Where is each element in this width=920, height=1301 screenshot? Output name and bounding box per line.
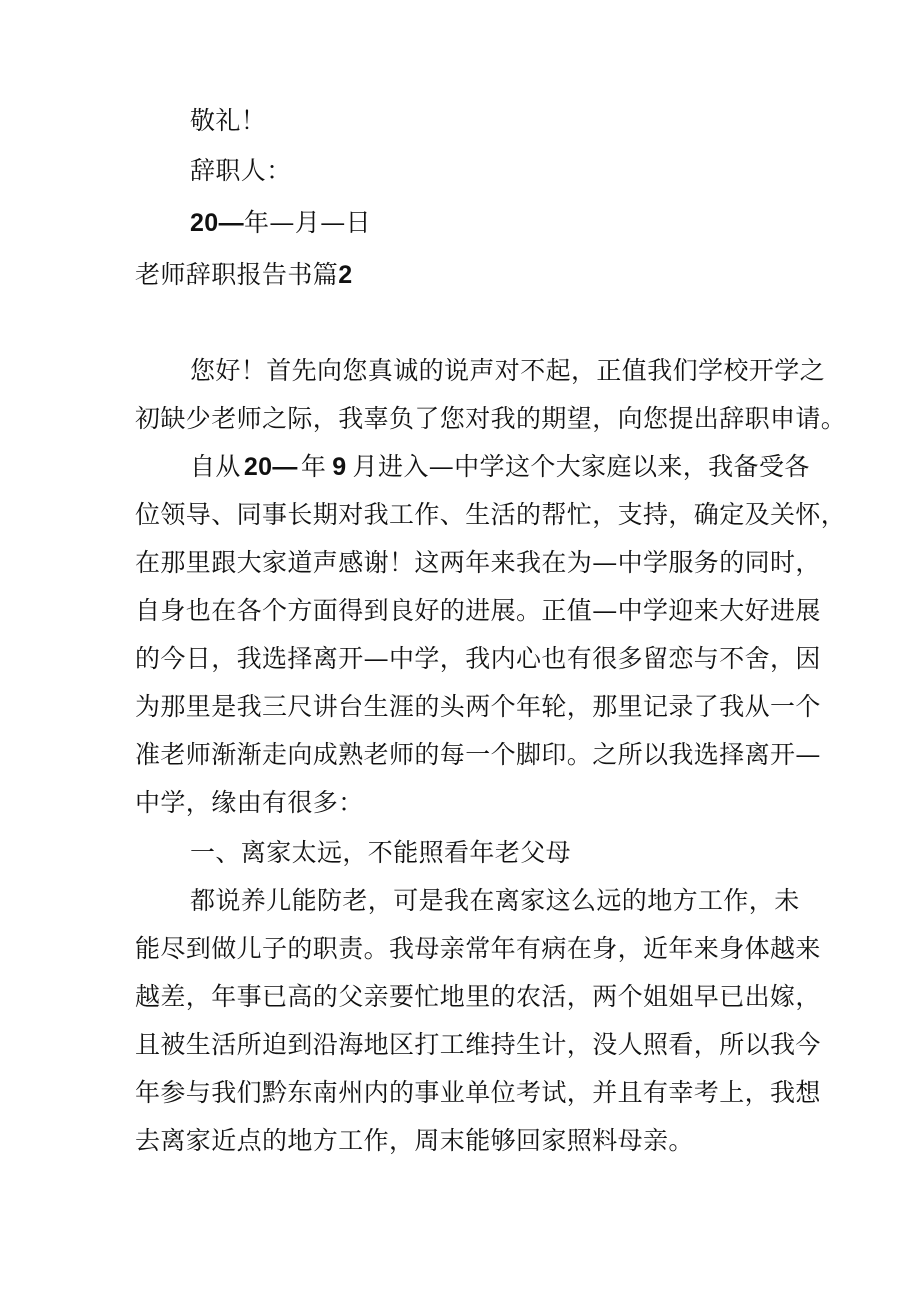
paragraph-line: 准老师渐渐走向成熟老师的每一个脚印。之所以我选择离开— [135,740,821,769]
section-heading: 一、离家太远，不能照看年老父母 [190,838,572,867]
paragraph-line: 您好！首先向您真诚的说声对不起，正值我们学校开学之 [190,356,826,385]
section-title-number: 2 [338,261,353,289]
closing-date [190,206,920,240]
date-year: 20— [190,209,245,237]
paragraph-line: 位领导、同事长期对我工作、生活的帮忙，支持，确定及关怀， [135,500,847,529]
month-number: 9 [332,453,347,481]
paragraph-line: 越差，年事已高的父亲要忙地里的农活，两个姐姐早已出嫁， [135,982,821,1011]
paragraph-line: 在那里跟大家道声感谢！这两年来我在为—中学服务的同时， [135,548,821,577]
text-run: 月进入—中学这个大家庭以来，我备受各 [352,452,810,481]
paragraph-line: 的今日，我选择离开—中学，我内心也有很多留恋与不舍，因 [135,644,821,673]
text-run: 年 [300,452,327,481]
paragraph-line: 能尽到做儿子的职责。我母亲常年有病在身，近年来身体越来 [135,934,821,963]
paragraph-line: 初缺少老师之际，我辜负了您对我的期望，向您提出辞职申请。 [135,404,847,433]
section-title-text: 老师辞职报告书篇 [135,260,339,289]
signer-label: 辞职人： [190,156,292,185]
text-run: 自从 [190,452,241,481]
paragraph-line: 中学，缘由有很多： [135,788,364,817]
paragraph-line: 自身也在各个方面得到良好的进展。正值—中学迎来大好进展 [135,596,821,625]
paragraph-line [190,450,920,484]
year-number: 20— [243,453,298,481]
paragraph-line: 且被生活所迫到沿海地区打工维持生计，没人照看，所以我今 [135,1030,821,1059]
paragraph-line: 年参与我们黔东南州内的事业单位考试，并且有幸考上，我想 [135,1078,821,1107]
paragraph-line: 去离家近点的地方工作，周末能够回家照料母亲。 [135,1126,694,1155]
section-title [135,258,920,292]
paragraph-line: 为那里是我三尺讲台生涯的头两个年轮，那里记录了我从一个 [135,692,821,721]
paragraph-line: 都说养儿能防老，可是我在离家这么远的地方工作，未 [190,886,800,915]
closing-salutation: 敬礼！ [190,106,267,135]
date-rest: 年—月—日 [244,208,372,237]
